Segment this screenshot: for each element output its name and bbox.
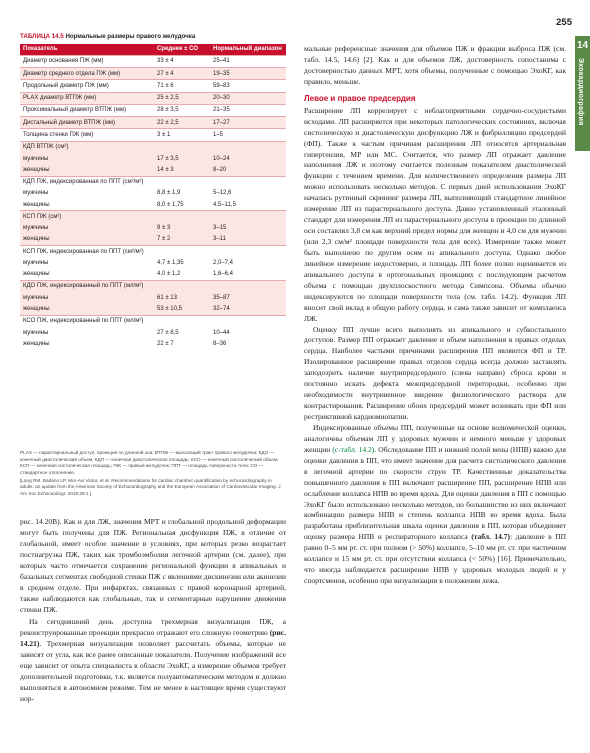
- page-number: 255: [556, 17, 572, 28]
- table-cell-name: Продольный диаметр ПЖ (мм): [20, 80, 154, 92]
- table-cell-name: женщины: [20, 234, 154, 246]
- table-cell-mean: 4,7 ± 1,35: [157, 259, 184, 266]
- table-row: [20, 327, 286, 338]
- table-cell-range: 8–20: [210, 164, 286, 176]
- table-cell-name: КСП ПЖ (см²): [20, 211, 154, 223]
- paragraph: рис. 14.20В). Как и для ЛЖ, значения МРТ и глобальной продольной деформации могут быть получены для ПЖ. Региональная дисфункция ПЖ, в отличие от глобальной, имеет особое значение в условиях, при которых резко возрастает постнагрузка ПЖ, таких как тромбоэмболия легочной артерии (см. далее), при которых часто отмечается сохранение региональной функции в апикальных и базальных сегментах свободной стенки ПЖ с явлениями дискинезии или акинезии в среднем отделе. При инфарктах, связанных с правой коронарной артерией, также наблюдаются как глобальные, так и сегментарные нарушение движения стенки ПЖ.: [20, 517, 286, 614]
- table-cell-range: 20–30: [210, 92, 286, 104]
- table-row: [20, 55, 286, 67]
- table-caption: [20, 33, 286, 40]
- table-cell-range: 2,0–7,4: [213, 259, 234, 266]
- table-row: [20, 188, 286, 199]
- table-cell-name: мужчины: [23, 329, 49, 336]
- table-notes: [20, 450, 286, 499]
- table-cell-mean: 33 ± 4: [154, 55, 210, 67]
- table-row: [20, 92, 286, 104]
- table-row: [20, 211, 286, 223]
- table-ref[interactable]: (см. табл. 14.2): [464, 291, 517, 301]
- table-row: [20, 338, 286, 349]
- table-cell-name: PLAX диаметр ВТПЖ (мм): [20, 92, 154, 104]
- table-cell-range: [210, 176, 286, 188]
- table-row: [20, 257, 286, 268]
- table-header-range: Нормальный диапазон: [210, 44, 286, 55]
- table-cell-range: [210, 211, 286, 223]
- table-cell-mean: 22 ± 7: [157, 340, 174, 347]
- table-cell-range: 5–12,6: [213, 190, 232, 197]
- table-cell-name: мужчины: [20, 223, 154, 234]
- table-cell-mean: 27 ± 8,5: [157, 329, 179, 336]
- table-row: [20, 246, 286, 258]
- table-cell-name: Проксимальный диаметр ВТПЖ (мм): [20, 104, 154, 116]
- table-row: [20, 68, 286, 80]
- table-cell-mean: 4,0 ± 1,2: [157, 271, 181, 278]
- table-cell-mean: 7 ± 2: [154, 234, 210, 246]
- rv-norms-table: [20, 44, 286, 350]
- table-cell-range: 1,6–6,4: [213, 271, 234, 278]
- table-cell-mean: 61 ± 13: [154, 292, 210, 303]
- table-cell-range: 17–27: [210, 117, 286, 129]
- table-cell-range: 8–36: [213, 340, 227, 347]
- table-cell-name: Толщина стенки ПЖ (мм): [20, 129, 154, 141]
- table-row: [20, 292, 286, 303]
- table-row: [20, 303, 286, 315]
- table-cell-mean: 8,8 ± 1,9: [157, 190, 181, 197]
- table-cell-range: 59–83: [210, 80, 286, 92]
- abbreviations-note: PLAX — парастернальный доступ, проекция по длинной оси; ВТПЖ — выносящий тракт правого желудочка; КДО — конечный диастолический объем; КДП — конечная диастолическая площадь; КСО — конечный систолический объем; КСП — конечная систолическая площадь; ПЖ — правый желудочек; ППТ — площадь поверхности тела; СО — стандартное отклонение.: [20, 450, 279, 476]
- table-cell-name: КДП ПЖ, индексированная по ППТ (см²/м²): [20, 176, 154, 188]
- right-column-text: [304, 44, 566, 587]
- table-cell-range: [210, 315, 286, 327]
- table-cell-name: мужчины: [20, 292, 154, 303]
- table-cell-range: [210, 280, 286, 292]
- table-header-mean: Среднее ± СО: [154, 44, 210, 55]
- table-cell-range: [210, 141, 286, 153]
- table-cell-range: 32–74: [210, 303, 286, 315]
- table-ref-link[interactable]: (с-табл. 14.2): [332, 444, 375, 454]
- paragraph: Расширение ЛП коррелирует с неблагоприятными сердечно-сосудистыми исходами. ЛП расширяется при некоторых патологических состояниях, включая систолическую и диастолическую дисфункцию ЛЖ и фибрилляцию предсердий (ФП). Также к частым причинам расширения ЛП относятся артериальная гипертензия, МР или МС. Считается, что размер ЛП отражает давление наполнения ЛЖ и поэтому считается полезным показателем диастолической функции с течением времени. Для количественного определения размера ЛП можно использовать несколько методов. С первых дней использования ЭхоКГ началась рутинный скрининг размера ЛП, выполняющий стандартное линейное измерение ЛП из парастернального доступа. Давно установленный эталонный стандарт для измерения ЛП из парастернального доступа в проекции по длинной оси составлял 3,8 см как верхний предел нормы для женщин и 4,0 см для мужчин (или 2,3 см/м² площади поверхности тела для всех). Измерение также может быть выполнено по другим осям из апикального доступа. Однако любое линейное измерение недостоверно, и площадь ЛП более полно оценивается из апикального доступа в ортогональных проекциях с последующим расчетом объема с помощью двухплоскостного метода Симпсона. Объемы обычно индексируются по площади поверхности тела (см. табл. 14.2). Функция ЛП вносит свой вклад в общую работу сердца, и сама также зависит от комплаенса ЛЖ.: [304, 105, 567, 323]
- table-cell-name: мужчины: [23, 190, 49, 197]
- table-cell-mean: 53 ± 10,5: [154, 303, 210, 315]
- table-cell-mean: 28 ± 3,5: [154, 104, 210, 116]
- table-cell-mean: 3 ± 1: [154, 129, 210, 141]
- table-label: ТАБЛИЦА 14.5: [20, 33, 64, 40]
- paragraph: мальные референсные значения для объемов ПЖ и фракции выброса ПЖ (см. табл. 14.5, 14.6) [2]. Как и для объемов ЛЖ, достоверность сопоставима с достоверностью данных МРТ, хотя объемы, полученные с помощью ЭхоКГ, как правило, меньше.: [304, 44, 566, 86]
- chapter-label: Эхокардиография: [577, 58, 584, 126]
- table-cell-mean: 27 ± 4: [154, 68, 210, 80]
- table-cell-mean: 8,0 ± 1,75: [157, 201, 184, 208]
- table-cell-name: Диаметр среднего отдела ПЖ (мм): [20, 68, 154, 80]
- table-cell-mean: 25 ± 2,5: [154, 92, 210, 104]
- table-cell-name: женщины: [20, 303, 154, 315]
- table-cell-mean: [154, 176, 210, 188]
- table-cell-range: 4,5–11,5: [213, 201, 236, 208]
- paragraph: Оценку ПП лучше всего выполнять из апикального и субкостального доступов. Размер ПП отражает давление и объем наполнения в правых отделах сердца. Наиболее частыми причинами расширения ПП являются ФП и ТР. Изолированное расширение правых отделов сердца всегда должно заставлять заподозрить наличие внутрипредсердного (слева направо) сброса крови и постоянно искать дефекта межпредсердной перегородки, особенно при необходимости внутривенное введение физиологического раствора для контрастирования. Расширение обоих предсердий может возникать при ФП или рестриктивной кардиомиопатии.: [304, 324, 566, 421]
- table-cell-range: 3–15: [210, 223, 286, 234]
- section-heading: Левое и правое предсердия: [304, 93, 416, 103]
- table-cell-range: 35–87: [210, 292, 286, 303]
- table-row: [20, 80, 286, 92]
- table-row: [20, 141, 286, 153]
- table-row: [20, 164, 286, 176]
- left-column-text: [20, 517, 286, 705]
- table-cell-mean: [154, 315, 210, 327]
- table-cell-range: [210, 246, 286, 258]
- table-cell-range: 10–44: [213, 329, 230, 336]
- table-cell-mean: [154, 141, 210, 153]
- table-cell-name: мужчины: [20, 153, 154, 164]
- table-cell-name: КДО ПЖ, индексированный по ППТ (мл/м²): [20, 280, 154, 292]
- table-cell-mean: [154, 280, 210, 292]
- table-cell-range: 3–11: [210, 234, 286, 246]
- table-cell-mean: 9 ± 3: [154, 223, 210, 234]
- paragraph: На сегодняшний день доступна трехмерная визуализация ПЖ, а реконструированные проекции прекрасно отражают его сложную геометрию (рис. 14.21). Трехмерная визуализация позволяет рассчитать объемы, которые не зависят от угла, как все ранее описанные показатели. Получение изображений все еще зависит от опыта специалиста в области ЭхоКГ, а измерение объемов требует дополнительной подготовки, т.к. является полуавтоматическим методом и должно выполняться в автономном режиме. Тем не менее в настоящее время существуют нор-: [20, 617, 286, 703]
- table-row: [20, 199, 286, 211]
- table-cell-range: 10–24: [210, 153, 286, 164]
- table-row: [20, 315, 286, 327]
- table-ref[interactable]: (табл. 14.7): [471, 532, 511, 542]
- table-cell-name: мужчины: [23, 259, 49, 266]
- table-cell-mean: 71 ± 6: [154, 80, 210, 92]
- table-cell-mean: [154, 211, 210, 223]
- paragraph: Индексированные объемы ПП, полученные на основе волюмической оценки, аналогичны объемам ЛП у здоровых мужчин и немного меньше у здоровых женщин (с-табл. 14.2). Обследование ПП и нижней полой вены (НПВ) важно для оценки давления в ПП, что имеет значение для расчета систолического давления в легочной артерии по скорости струи ТР. Качественные доказательства повышенного давления в ПП включают расширение ПП, расширение НПВ или ослабление коллапса НПВ во время вдоха. Для оценки давления в ПП с помощью ЭхоКГ было использовано несколько методов, но большинство из них включают комбинацию размера НПВ и степень коллапса НПВ во время вдоха. Была разработана приблизительная шкала оценки давления в ПП, которая объединяет оценку размера НПВ и респираторного коллапса (табл. 14.7): давление в ПП равно 0–5 мм рт. ст. при полном (> 50%) коллапсе, 5–10 мм рт. ст. при частичном коллапсе и 15 мм рт. ст. при отсутствии коллапса (< 50%) [16]. Примечательно, что иногда наблюдается расширение НПВ у здоровых молодых людей и у спортсменов, особенно при визуализации в положении лежа.: [304, 422, 567, 586]
- table-title: Нормальные размеры правого желудочка: [65, 33, 196, 40]
- figure-ref[interactable]: (рис. 14.21): [20, 628, 286, 649]
- table-cell-name: женщины: [23, 271, 50, 278]
- chapter-number: 14: [576, 40, 589, 51]
- table-row: [20, 176, 286, 188]
- chapter-side-tab: [575, 36, 590, 151]
- table-row: [20, 117, 286, 129]
- table-cell-name: КСП ПЖ, индексированная по ППТ (см²/м²): [20, 246, 154, 258]
- table-cell-range: 25–41: [210, 55, 286, 67]
- table-cell-mean: 22 ± 2,5: [154, 117, 210, 129]
- table-cell-range: 21–35: [210, 104, 286, 116]
- table-cell-name: КДП ВТПЖ (см²): [20, 141, 154, 153]
- table-header-param: Показатель: [20, 44, 154, 55]
- table-cell-mean: [154, 246, 210, 258]
- table-row: [20, 153, 286, 164]
- table-row: [20, 280, 286, 292]
- table-cell-name: женщины: [20, 164, 154, 176]
- table-row: [20, 234, 286, 246]
- table-cell-mean: 17 ± 3,5: [154, 153, 210, 164]
- table-cell-mean: 14 ± 3: [154, 164, 210, 176]
- table-row: [20, 104, 286, 116]
- reference-note: [Lang RM, Badano LP, Mor-Avi Victor, et al. Recommendations for cardiac chamber quantification by echocardiography in adults: an update from the American Society of Echocardiography and the European Association of Cardiovascular Imaging. J Am Soc Echocardiogr. 2015;28:1.]: [20, 477, 281, 497]
- table-cell-name: Диаметр основания ПЖ (мм): [20, 55, 154, 67]
- table-row: [20, 223, 286, 234]
- table-cell-name: Дистальный диаметр ВТПЖ (мм): [20, 117, 154, 129]
- table-cell-range: 19–35: [210, 68, 286, 80]
- table-cell-name: женщины: [23, 340, 50, 347]
- table-row: [20, 129, 286, 141]
- table-cell-name: КСО ПЖ, индексированный по ППТ (мл/м²): [20, 315, 154, 327]
- table-cell-range: 1–5: [210, 129, 286, 141]
- table-cell-name: женщины: [23, 201, 50, 208]
- table-row: [20, 269, 286, 281]
